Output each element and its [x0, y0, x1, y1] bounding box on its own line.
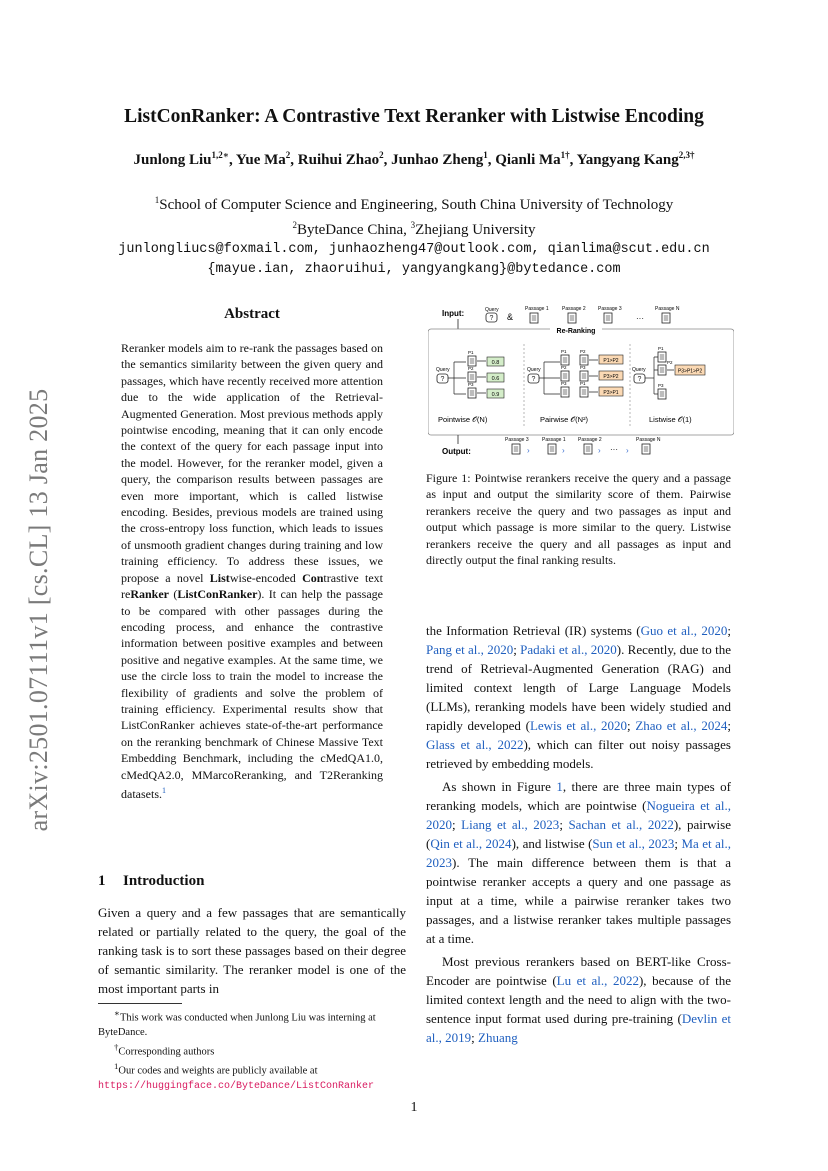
svg-text:0.9: 0.9 — [491, 392, 500, 398]
document-icon — [584, 444, 592, 454]
passage-label: Passage 1 — [525, 306, 549, 312]
document-icon — [568, 313, 576, 323]
svg-text:P2: P2 — [468, 366, 474, 371]
footnote: ∗This work was conducted when Junlong Liu was interning at ByteDance. — [98, 1008, 376, 1038]
citation-link[interactable]: Qin et al., 2024 — [430, 836, 512, 851]
affiliations: $^1$School of Computer Science and Engineering, South China University of Technology $^2$ByteDance China, $^3$Zhejiang University junlongliucs@foxmail.com, junhaozheng47@outlook.com, qianlima@scut.edu.cn {mayue.ian, zhaoruihui, yangyangkang}@bytedance.com — [0, 190, 828, 280]
footnote: $^1$Our codes and weights are publicly available at https://huggingface.co/ByteDance/ListConRanker — [98, 1061, 375, 1092]
paragraph: Most previous rerankers based on BERT-like Cross-Encoder are pointwise (Lu et al., 2022), because of the limited context length and the need to align with the two-sentence input format used during pre-training (Devlin et al., 2019; Zhuang — [426, 954, 732, 1045]
document-icon — [468, 388, 476, 398]
right-column-text — [426, 621, 731, 1051]
panel-label-listwise: Listwise 𝒪(1) — [649, 415, 692, 424]
citation-link[interactable]: Padaki et al., 2020 — [520, 642, 617, 657]
citation-link[interactable]: Liang et al., 2023 — [461, 817, 560, 832]
query-label: Query — [527, 367, 541, 373]
figure-caption: Figure 1: Pointwise rerankers receive the query and a passage as input and output the similarity score of them. Pairwise rerankers receive the query and two passages as input and output which passage is more similar to the query. Listwise rerankers receive the query and all passages as input and directly output the final ranking results. — [426, 471, 731, 568]
citation-link[interactable]: Sun et al., 2023 — [592, 836, 675, 851]
svg-text:0.6: 0.6 — [491, 376, 500, 382]
svg-text:›: › — [562, 446, 565, 455]
panel-label-pairwise: Pairwise 𝒪(N²) — [540, 415, 589, 424]
citation-link[interactable]: Sachan et al., 2022 — [568, 817, 674, 832]
footnote: †Corresponding authors — [114, 1041, 215, 1057]
author: Junhao Zheng$^1$ — [391, 150, 488, 168]
paragraph: the Information Retrieval (IR) systems (Guo et al., 2020; Pang et al., 2020; Padaki et al., 2020). Recently, due to the trend of Retrieval-Augmented Generation (RAG) and limited context length of Large Language Models (LLMs), reranking models have been widely studied and rapidly developed (Lewis et al., 2020; Zhao et al., 2024; Glass et al., 2022), which can filter out noisy passages retrieved by embedding models. — [426, 623, 732, 771]
svg-text:›: › — [626, 446, 629, 455]
author: Qianli $Ma^{1\dagger}$ — [495, 150, 570, 168]
document-icon — [658, 365, 666, 375]
svg-text:P3: P3 — [658, 383, 664, 388]
passage-label: Passage N — [636, 437, 661, 443]
document-icon — [580, 387, 588, 397]
footnote-ref[interactable]: 1 — [162, 785, 166, 795]
svg-text:P1: P1 — [580, 381, 586, 386]
page-number: 1 — [410, 1100, 418, 1115]
document-icon — [658, 352, 666, 362]
document-icon — [561, 355, 569, 365]
citation-link[interactable]: Zhao et al., 2024 — [635, 718, 728, 733]
passage-label: Passage 3 — [505, 437, 529, 443]
query-icon — [437, 374, 448, 383]
figure-ref-link[interactable]: 1 — [556, 779, 563, 794]
passage-label: Passage 2 — [562, 306, 586, 312]
passage-label: Passage 2 — [578, 437, 602, 443]
amp-symbol: & — [507, 312, 514, 322]
document-icon — [561, 387, 569, 397]
citation-link[interactable]: Zhuang — [478, 1030, 518, 1045]
query-label: Query — [436, 367, 450, 373]
svg-text:P1: P1 — [658, 346, 664, 351]
citation-link[interactable]: Lewis et al., 2020 — [529, 718, 628, 733]
query-label: Query — [632, 367, 646, 373]
svg-text:0.8: 0.8 — [491, 360, 500, 366]
svg-text:P1: P1 — [468, 350, 474, 355]
citation-link[interactable]: Nogueira et al., 2020 — [426, 798, 731, 832]
query-icon — [486, 313, 497, 322]
email-list: {mayue.ian, zhaoruihui, yangyangkang}@bytedance.com — [207, 262, 621, 277]
footnote-divider — [98, 1003, 182, 1004]
document-icon — [662, 313, 670, 323]
document-icon — [512, 444, 520, 454]
author: Yue Ma$^2$ — [235, 150, 291, 168]
ellipsis: ··· — [636, 314, 644, 323]
section-heading: 1 Introduction — [98, 873, 205, 889]
document-icon — [580, 371, 588, 381]
svg-text:P3>P1: P3>P1 — [603, 390, 619, 396]
svg-text:P3: P3 — [561, 381, 567, 386]
citation-link[interactable]: Guo et al., 2020 — [640, 623, 728, 638]
document-icon — [604, 313, 612, 323]
svg-text:P3: P3 — [580, 365, 586, 370]
footnote-link[interactable]: https://huggingface.co/ByteDance/ListConRanker — [98, 1080, 375, 1092]
passage-label: Passage 1 — [542, 437, 566, 443]
document-icon — [548, 444, 556, 454]
document-icon — [561, 371, 569, 381]
citation-link[interactable]: Glass et al., 2022 — [426, 737, 524, 752]
passage-label: Passage N — [655, 306, 680, 312]
author: Ruihui Zhao$^2$ — [297, 150, 384, 168]
citation-link[interactable]: Lu et al., 2022 — [556, 973, 639, 988]
arxiv-stamp: arXiv:2501.07111v1 [cs.CL] 13 Jan 2025 — [24, 388, 53, 832]
output-label: Output: — [442, 447, 471, 456]
figure-reranking-diagram: ? Input: Query & Passage 1 Passage 2 Passage 3 ··· Passage N Re-Ranking Query P1 P2 P3 0.8 0.6 0.9 Pointwise 𝒪(N) Query P1 P2 P2 P3 P3 P1 P1>P2 P3>P2 P3>P1 Pairwise 𝒪(N²) Query P1 P2 P3 P3>P1>P2 Listwise 𝒪(1) Output: Passage 3 › Passage 1 › Passage 2 › ··· › Passage N — [428, 298, 734, 458]
input-label: Input: — [442, 309, 465, 318]
panel-label-pointwise: Pointwise 𝒪(N) — [438, 415, 488, 424]
svg-text:P3>P1>P2: P3>P1>P2 — [677, 368, 703, 375]
document-icon — [658, 389, 666, 399]
query-label: Query — [485, 307, 499, 313]
svg-text:P3: P3 — [468, 382, 474, 387]
svg-text:P3>P2: P3>P2 — [603, 374, 619, 380]
svg-text:›: › — [527, 446, 530, 455]
svg-text:···: ··· — [610, 445, 618, 454]
document-icon — [642, 444, 650, 454]
abstract-heading: Abstract — [224, 306, 280, 322]
citation-link[interactable]: Pang et al., 2020 — [426, 642, 514, 657]
intro-paragraph: Given a query and a few passages that are semantically related or partially related to the query, the goal of the ranking task is to sort these passages based on their degree of semantic similarity. The reranker model is one of the most important parts in — [98, 905, 406, 996]
citation-link[interactable]: Devlin et al., 2019 — [426, 1011, 732, 1045]
paragraph: As shown in Figure 1, there are three main types of reranking models, which are pointwise (Nogueira et al., 2020; Liang et al., 2023; Sachan et al., 2022), pairwise (Qin et al., 2024), and listwise (Sun et al., 2023; Ma et al., 2023). The main difference between them is that a pointwise reranker accepts a query and one passage as input at a time, while a pairwise reranker takes two passages, and a listwise reranker takes multiple passages at a time. — [426, 779, 731, 946]
svg-text:›: › — [598, 446, 601, 455]
svg-text:P1>P2: P1>P2 — [603, 358, 619, 364]
document-icon — [530, 313, 538, 323]
email-list: junlongliucs@foxmail.com, junhaozheng47@outlook.com, qianlima@scut.edu.cn — [118, 242, 710, 257]
svg-text:P1: P1 — [561, 349, 567, 354]
citation-link[interactable]: Ma et al., 2023 — [426, 836, 731, 870]
svg-text:P2: P2 — [667, 360, 673, 365]
svg-text:P2: P2 — [561, 365, 567, 370]
document-icon — [580, 355, 588, 365]
svg-text:P2: P2 — [580, 349, 586, 354]
query-icon — [528, 374, 539, 383]
paper-title: ListConRanker: A Contrastive Text Reranker with Listwise Encoding — [124, 106, 704, 127]
author: Yangyang Kang$^{2,3\dagger}$ — [576, 150, 695, 168]
passage-label: Passage 3 — [598, 306, 622, 312]
document-icon — [468, 356, 476, 366]
footnotes — [98, 1006, 406, 1094]
author-list: Junlong Liu$^{1,2∗}$, Yue Ma$^2$, Ruihui Zhao$^2$, Junhao Zheng$^1$, Qianli $Ma^{1\dagger}$, Yangyang Kang$^{2,3\dagger}$ — [133, 150, 695, 168]
author: Junlong Liu$^{1,2∗}$ — [133, 150, 229, 168]
document-icon — [468, 372, 476, 382]
abstract-body: Reranker models aim to re-rank the passages based on the semantics similarity between the given query and passages, which have recently received more attention due to the wide application of the Retrieval-Augmented Generation. Most previous methods apply pointwise encoding, meaning that it can only encode the context of the query for each passage input into the model. However, for the reranker model, given a query, the comparison results between passages are even more important, which is called listwise encoding. Besides, previous models are trained using the cross-entropy loss function, which leads to issues of unsmooth gradient changes during training and low training efficiency. To address these issues, we propose a novel Listwise-encoded Contrastive text reRanker (ListConRanker). It can help the passage to be compared with other passages during the encoding process, and enhance the contrastive information between positive examples and between positive and negative examples. At the same time, we use the circle loss to train the model to increase the flexibility of gradients and solve the problem of training efficiency. Experimental results show that ListConRanker achieves state-of-the-art performance on the reranking benchmark of Chinese Massive Text Embedding Benchmark, including the cMedQA1.0, cMedQA2.0, MMarcoReranking, and T2Reranking datasets.$^1$ — [121, 341, 383, 801]
query-icon — [634, 374, 645, 383]
rerank-label: Re-Ranking — [556, 328, 596, 335]
